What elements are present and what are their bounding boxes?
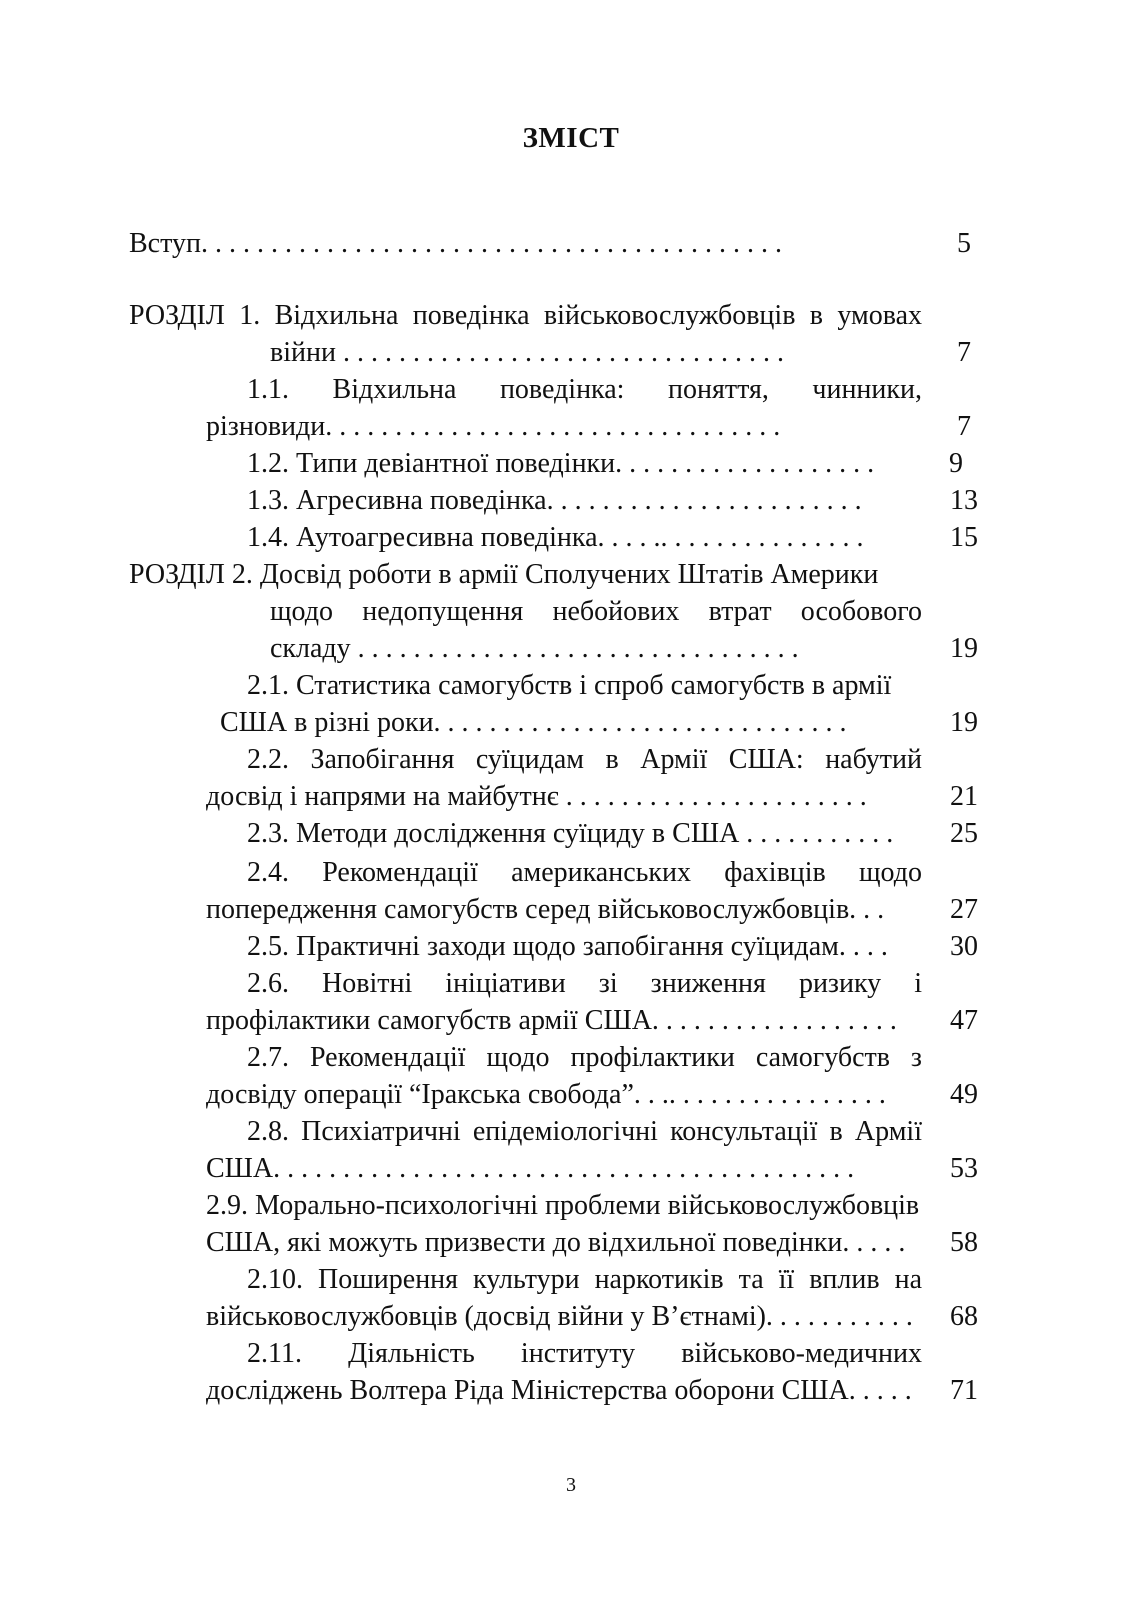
toc-section-2-11-cont: досліджень Волтера Ріда Міністерства оборони США. . . . . <box>206 1375 912 1406</box>
toc-page-number: 53 <box>950 1153 978 1184</box>
toc-section-2-1: 2.1. Статистика самогубств і спроб самогубств в армії <box>247 670 892 701</box>
toc-section-2-11: 2.11. Діяльність інституту військово-медичних <box>247 1338 922 1369</box>
toc-section-2-10: 2.10. Поширення культури наркотиків та її вплив на <box>247 1264 922 1295</box>
toc-section-2-8: 2.8. Психіатричні епідеміологічні консультації в Армії <box>247 1116 922 1147</box>
toc-chapter-2-heading: РОЗДІЛ 2. Досвід роботи в армії Сполучених Штатів Америки <box>129 559 879 590</box>
toc-page-number: 49 <box>950 1079 978 1110</box>
toc-section-1-1: 1.1. Відхильна поведінка: поняття, чинники, <box>247 374 922 405</box>
toc-page-number: 7 <box>957 337 971 368</box>
toc-page-number: 19 <box>950 633 978 664</box>
toc-section-2-4: 2.4. Рекомендації американських фахівців щодо <box>247 857 922 888</box>
toc-page-number: 13 <box>950 485 978 516</box>
toc-section-2-2: 2.2. Запобігання суїцидам в Армії США: набутий <box>247 744 922 775</box>
toc-page-number: 5 <box>957 228 971 259</box>
toc-section-2-9-cont: США, які можуть призвести до відхильної поведінки. . . . . <box>206 1227 906 1258</box>
toc-section-2-1-cont: США в різні роки. . . . . . . . . . . . . . . . . . . . . . . . . . . . . . <box>220 707 847 738</box>
toc-page-number: 68 <box>950 1301 978 1332</box>
toc-page-number: 9 <box>949 448 963 479</box>
toc-section-2-3: 2.3. Методи дослідження суїциду в США . . . . . . . . . . . <box>247 818 894 849</box>
toc-section-2-2-cont: досвід і напрями на майбутнє . . . . . . . . . . . . . . . . . . . . . . <box>206 781 867 812</box>
toc-section-1-3: 1.3. Агресивна поведінка. . . . . . . . . . . . . . . . . . . . . . . <box>247 485 862 516</box>
toc-page-number: 58 <box>950 1227 978 1258</box>
toc-section-2-4-cont: попередження самогубств серед військовослужбовців. . . <box>206 894 885 925</box>
toc-chapter-2-heading-cont: складу . . . . . . . . . . . . . . . . . . . . . . . . . . . . . . . . <box>270 633 799 664</box>
toc-page-number: 15 <box>950 522 978 553</box>
toc-section-1-2: 1.2. Типи девіантної поведінки. . . . . . . . . . . . . . . . . . . <box>247 448 875 479</box>
page-title: ЗМІСТ <box>522 122 620 154</box>
toc-section-2-7-cont: досвіду операції “Іракська свобода”. . .. . . . . . . . . . . . . . . . <box>206 1079 886 1110</box>
toc-page-number: 25 <box>950 818 978 849</box>
toc-page-number: 71 <box>950 1375 978 1406</box>
toc-chapter-1-heading-cont: війни . . . . . . . . . . . . . . . . . . . . . . . . . . . . . . . . <box>270 337 784 368</box>
toc-page-number: 30 <box>950 931 978 962</box>
toc-chapter-2-heading-cont: щодо недопущення небойових втрат особового <box>270 596 922 627</box>
toc-page-number: 27 <box>950 894 978 925</box>
toc-section-2-9: 2.9. Морально-психологічні проблеми військовослужбовців <box>206 1190 920 1221</box>
toc-section-2-5: 2.5. Практичні заходи щодо запобігання суїцидам. . . . <box>247 931 888 962</box>
toc-section-2-6-cont: профілактики самогубств армії США. . . . . . . . . . . . . . . . . . <box>206 1005 897 1036</box>
toc-section-2-10-cont: військовослужбовців (досвід війни у В’єтнамі). . . . . . . . . . . <box>206 1301 913 1332</box>
toc-page-number: 7 <box>957 411 971 442</box>
toc-page-number: 21 <box>950 781 978 812</box>
toc-page-number: 19 <box>950 707 978 738</box>
toc-section-1-4: 1.4. Аутоагресивна поведінка. . . . .. . . . . . . . . . . . . . . <box>247 522 864 553</box>
toc-chapter-1-heading: РОЗДІЛ 1. Відхильна поведінка військовослужбовців в умовах <box>129 300 922 331</box>
toc-section-1-1-cont: різновиди. . . . . . . . . . . . . . . . . . . . . . . . . . . . . . . . . <box>206 411 781 442</box>
toc-section-2-7: 2.7. Рекомендації щодо профілактики самогубств з <box>247 1042 922 1073</box>
toc-entry-intro: Вступ. . . . . . . . . . . . . . . . . . . . . . . . . . . . . . . . . . . . . . . . . . <box>129 228 782 259</box>
toc-page-number: 47 <box>950 1005 978 1036</box>
page-number: 3 <box>566 1474 576 1496</box>
toc-section-2-8-cont: США. . . . . . . . . . . . . . . . . . . . . . . . . . . . . . . . . . . . . . . . . . <box>206 1153 855 1184</box>
toc-section-2-6: 2.6. Новітні ініціативи зі зниження ризику і <box>247 968 922 999</box>
